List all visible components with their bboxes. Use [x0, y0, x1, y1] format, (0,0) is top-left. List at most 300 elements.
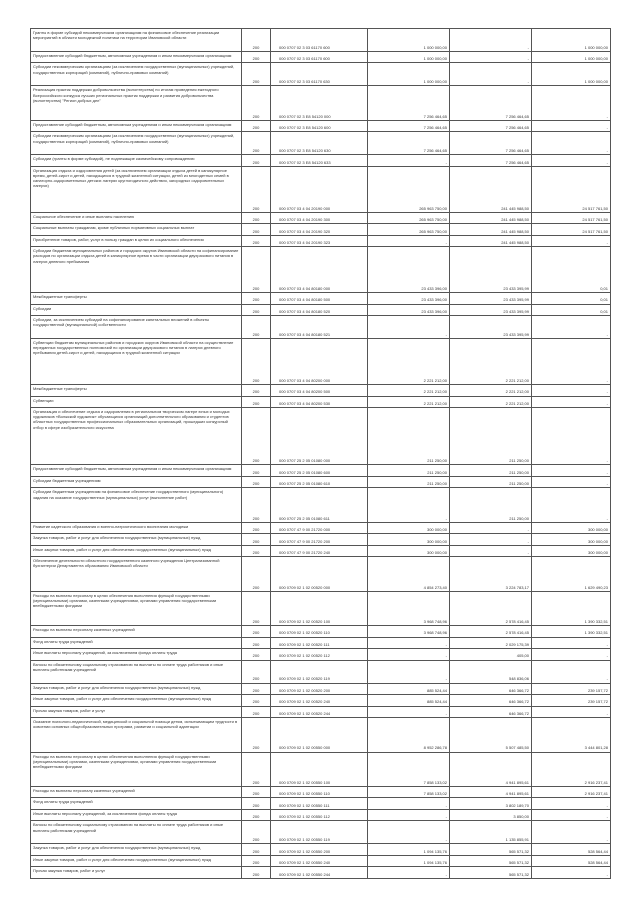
row-approved-amount-cell: 23 433 396,00 — [368, 304, 450, 315]
row-name-cell: Иные закупки товаров, работ и услуг для обеспечения государственных (муниципальных) нужд — [31, 695, 242, 706]
row-line-code-cell: 200 — [242, 844, 271, 855]
row-name-cell: Прочая закупка товаров, работ и услуг — [31, 867, 242, 878]
row-line-code-cell: 200 — [242, 591, 271, 625]
table-row — [31, 798, 611, 809]
row-executed-amount-cell: 7 256 464,65 — [450, 155, 532, 166]
row-name-cell: Оказание психолого-педагогической, медицинской и социальной помощи детям, испытывающим трудности в освоении основных общеобразовательных программ, развитии и социальной адаптации — [31, 718, 242, 752]
table-row — [31, 855, 611, 866]
row-line-code-cell: 200 — [242, 235, 271, 246]
row-executed-amount-cell: 646 366,72 — [450, 683, 532, 694]
row-classification-code-cell: 000 0707 47 9 00 21720 200 — [271, 534, 368, 545]
row-unexecuted-amount-cell: 300 000,00 — [532, 545, 611, 556]
row-classification-code-cell: 000 0709 02 1 02 00550 100 — [271, 752, 368, 786]
row-unexecuted-amount-cell: - — [532, 809, 611, 820]
row-unexecuted-amount-cell: 300 000,00 — [532, 522, 611, 533]
row-unexecuted-amount-cell: 24 517 761,50 — [532, 166, 611, 212]
row-unexecuted-amount-cell: - — [532, 465, 611, 476]
row-line-code-cell: 200 — [242, 476, 271, 487]
row-name-cell: Иные выплаты персоналу учреждений, за исключением фонда оплаты труда — [31, 649, 242, 660]
table-row — [31, 809, 611, 820]
row-executed-amount-cell: 2 029 175,39 — [450, 637, 532, 648]
row-classification-code-cell: 000 0709 02 1 02 00520 200 — [271, 683, 368, 694]
row-unexecuted-amount-cell: 0,01 — [532, 247, 611, 293]
row-name-cell: Фонд оплаты труда учреждений — [31, 798, 242, 809]
table-row — [31, 637, 611, 648]
row-line-code-cell: 200 — [242, 855, 271, 866]
row-classification-code-cell: 000 0707 03 4 04 80180 521 — [271, 316, 368, 339]
row-unexecuted-amount-cell: 0,01 — [532, 293, 611, 304]
row-line-code-cell: 200 — [242, 29, 271, 52]
table-row — [31, 63, 611, 86]
row-executed-amount-cell: 4 941 895,61 — [450, 752, 532, 786]
row-approved-amount-cell: 1 000 000,00 — [368, 51, 450, 62]
row-executed-amount-cell: 2 221 212,00 — [450, 385, 532, 396]
row-name-cell: Иные выплаты персоналу учреждений, за исключением фонда оплаты труда — [31, 809, 242, 820]
row-executed-amount-cell: 2 578 416,45 — [450, 626, 532, 637]
row-line-code-cell: 200 — [242, 120, 271, 131]
row-name-cell: Предоставление субсидий бюджетным, автономным учреждениям и иным некоммерческим организациям — [31, 120, 242, 131]
row-unexecuted-amount-cell: - — [532, 821, 611, 844]
row-name-cell: Субвенции бюджетам муниципальных районов и городских округов Ивановской области на осуществление переданных государственных полномочий по организации двухразового питания в лагерях дневного пребывания детей-сирот и детей, находящихся в трудной жизненной ситуации — [31, 339, 242, 385]
row-name-cell: Предоставление субсидий бюджетным, автономным учреждениям и иным некоммерческим организациям — [31, 465, 242, 476]
row-line-code-cell: 200 — [242, 63, 271, 86]
row-executed-amount-cell: 241 445 988,50 — [450, 166, 532, 212]
table-row — [31, 120, 611, 131]
row-classification-code-cell: 000 0707 03 4 04 20190 300 — [271, 212, 368, 223]
row-line-code-cell: 200 — [242, 488, 271, 522]
row-executed-amount-cell: 646 366,72 — [450, 706, 532, 717]
row-line-code-cell: 200 — [242, 683, 271, 694]
row-line-code-cell: 200 — [242, 809, 271, 820]
row-executed-amount-cell: 2 578 416,45 — [450, 591, 532, 625]
row-approved-amount-cell: 7 858 133,02 — [368, 752, 450, 786]
row-approved-amount-cell: - — [368, 809, 450, 820]
row-approved-amount-cell: 3 968 748,96 — [368, 591, 450, 625]
row-line-code-cell: 200 — [242, 718, 271, 752]
row-classification-code-cell: 000 0707 03 4 04 80180 500 — [271, 293, 368, 304]
row-executed-amount-cell: 405,00 — [450, 649, 532, 660]
row-classification-code-cell: 000 0707 02 3 03 61170 630 — [271, 63, 368, 86]
row-name-cell: Развитие кадетского образования и военно-патриотического воспитания молодежи — [31, 522, 242, 533]
table-row — [31, 51, 611, 62]
row-executed-amount-cell: 211 250,00 — [450, 476, 532, 487]
row-line-code-cell: 200 — [242, 557, 271, 591]
row-unexecuted-amount-cell: 239 157,72 — [532, 695, 611, 706]
row-classification-code-cell: 000 0709 02 1 02 00550 110 — [271, 786, 368, 797]
table-row — [31, 821, 611, 844]
row-executed-amount-cell: 211 250,00 — [450, 465, 532, 476]
row-executed-amount-cell: 4 941 895,61 — [450, 786, 532, 797]
table-row — [31, 155, 611, 166]
row-classification-code-cell: 000 0709 02 1 02 00520 112 — [271, 649, 368, 660]
row-unexecuted-amount-cell: - — [532, 235, 611, 246]
row-classification-code-cell: 000 0707 02 3 E8 54120 000 — [271, 86, 368, 120]
row-approved-amount-cell: 1 094 135,76 — [368, 855, 450, 866]
row-name-cell: Расходы на выплаты персоналу в целях обеспечения выполнения функций государственными (муниципальными) органами, казенными учреждениями, органами управления государственными внебюджетными фондами — [31, 591, 242, 625]
row-executed-amount-cell: 3 802 189,70 — [450, 798, 532, 809]
row-line-code-cell: 200 — [242, 339, 271, 385]
row-line-code-cell: 200 — [242, 385, 271, 396]
row-unexecuted-amount-cell: 2 916 237,41 — [532, 752, 611, 786]
row-line-code-cell: 200 — [242, 821, 271, 844]
row-executed-amount-cell: 2 221 212,00 — [450, 396, 532, 407]
row-line-code-cell: 200 — [242, 132, 271, 155]
row-approved-amount-cell: 4 854 273,40 — [368, 557, 450, 591]
table-row — [31, 695, 611, 706]
row-unexecuted-amount-cell: 300 000,00 — [532, 534, 611, 545]
table-row — [31, 649, 611, 660]
row-executed-amount-cell: 565 571,32 — [450, 844, 532, 855]
row-unexecuted-amount-cell: 24 517 761,50 — [532, 224, 611, 235]
row-approved-amount-cell: 7 256 464,65 — [368, 120, 450, 131]
row-line-code-cell: 200 — [242, 752, 271, 786]
row-unexecuted-amount-cell: - — [532, 132, 611, 155]
row-approved-amount-cell: 23 433 396,00 — [368, 293, 450, 304]
row-line-code-cell: 200 — [242, 867, 271, 878]
row-line-code-cell: 200 — [242, 316, 271, 339]
row-line-code-cell: 200 — [242, 86, 271, 120]
row-executed-amount-cell: 241 445 988,50 — [450, 235, 532, 246]
row-name-cell: Субсидии бюджетам муниципальных районов и городских округов Ивановской области на софинансирование расходов по организации отдыха детей в каникулярное время в части организации двухразового питания в лагерях дневного пребывания — [31, 247, 242, 293]
table-row — [31, 522, 611, 533]
row-classification-code-cell: 000 0709 02 1 02 00520 240 — [271, 695, 368, 706]
row-executed-amount-cell: 23 433 395,99 — [450, 247, 532, 293]
row-classification-code-cell: 000 0707 03 4 04 20190 000 — [271, 166, 368, 212]
row-line-code-cell: 200 — [242, 637, 271, 648]
table-row — [31, 844, 611, 855]
table-row — [31, 396, 611, 407]
row-name-cell: Реализация практик поддержки добровольчества (волонтерства) по итогам проведения ежегодного Всероссийского конкурса лучших региональных практик поддержки и развития добровольчества (волонтерства) "Регион добрых дел" — [31, 86, 242, 120]
row-unexecuted-amount-cell: 1 390 332,51 — [532, 591, 611, 625]
table-row — [31, 545, 611, 556]
row-approved-amount-cell: 211 250,00 — [368, 407, 450, 464]
row-approved-amount-cell: - — [368, 155, 450, 166]
row-line-code-cell: 200 — [242, 626, 271, 637]
row-unexecuted-amount-cell: 528 564,44 — [532, 844, 611, 855]
row-approved-amount-cell: 265 963 750,00 — [368, 224, 450, 235]
row-classification-code-cell: 000 0707 25 2 05 01080 000 — [271, 407, 368, 464]
row-name-cell: Субсидии некоммерческим организациям (за исключением государственных (муниципальных) учреждений, государственных корпораций (компаний), публично-правовых компаний) — [31, 132, 242, 155]
row-executed-amount-cell: 565 571,32 — [450, 867, 532, 878]
row-approved-amount-cell: 7 858 133,02 — [368, 786, 450, 797]
table-row — [31, 683, 611, 694]
table-row — [31, 718, 611, 752]
row-name-cell: Организация и обеспечение отдыха и оздоровления в региональном творческом лагере юных и молодых художников «Волжский художник» обучающихся организаций дополнительного образования и студентов областных государственных профессиональных образовательных организаций, прошедших конкурсный отбор в сфере изобразительного искусства — [31, 407, 242, 464]
row-name-cell: Иные закупки товаров, работ и услуг для обеспечения государственных (муниципальных) нужд — [31, 545, 242, 556]
row-name-cell: Закупка товаров, работ и услуг для обеспечения государственных (муниципальных) нужд — [31, 683, 242, 694]
row-unexecuted-amount-cell: 24 517 761,50 — [532, 212, 611, 223]
table-body — [31, 29, 611, 879]
row-approved-amount-cell: 7 256 464,65 — [368, 132, 450, 155]
row-classification-code-cell: 000 0709 02 1 02 00520 244 — [271, 706, 368, 717]
row-name-cell: Фонд оплаты труда учреждений — [31, 637, 242, 648]
row-classification-code-cell: 000 0707 02 3 03 61170 600 — [271, 51, 368, 62]
row-approved-amount-cell: 265 963 750,00 — [368, 212, 450, 223]
row-executed-amount-cell: - — [450, 51, 532, 62]
row-approved-amount-cell: - — [368, 660, 450, 683]
row-name-cell: Субсидии бюджетным учреждениям на финансовое обеспечение государственного (муниципального) задания на оказание государственных (муниципальных) услуг (выполнение работ) — [31, 488, 242, 522]
row-unexecuted-amount-cell: 528 564,44 — [532, 855, 611, 866]
row-classification-code-cell: 000 0709 02 1 02 00550 240 — [271, 855, 368, 866]
table-row — [31, 752, 611, 786]
table-row — [31, 166, 611, 212]
row-name-cell: Расходы на выплаты персоналу в целях обеспечения выполнения функций государственными (муниципальными) органами, казенными учреждениями, органами управления государственными внебюджетными фондами — [31, 752, 242, 786]
row-unexecuted-amount-cell: - — [532, 649, 611, 660]
row-line-code-cell: 200 — [242, 155, 271, 166]
row-executed-amount-cell: 2 221 212,00 — [450, 339, 532, 385]
row-executed-amount-cell: 7 256 464,65 — [450, 86, 532, 120]
table-row — [31, 534, 611, 545]
row-classification-code-cell: 000 0709 02 1 02 00550 000 — [271, 718, 368, 752]
row-approved-amount-cell: 300 000,00 — [368, 545, 450, 556]
row-approved-amount-cell: 2 221 212,00 — [368, 396, 450, 407]
row-classification-code-cell: 000 0709 02 1 02 00550 200 — [271, 844, 368, 855]
table-row — [31, 293, 611, 304]
row-name-cell: Приобретение товаров, работ, услуг в пользу граждан в целях их социального обеспечения — [31, 235, 242, 246]
row-line-code-cell: 200 — [242, 396, 271, 407]
table-row — [31, 304, 611, 315]
row-classification-code-cell: 000 0707 02 3 E8 54120 633 — [271, 155, 368, 166]
row-executed-amount-cell: - — [450, 545, 532, 556]
table-row — [31, 660, 611, 683]
row-unexecuted-amount-cell: - — [532, 316, 611, 339]
row-unexecuted-amount-cell: - — [532, 660, 611, 683]
table-row — [31, 316, 611, 339]
row-unexecuted-amount-cell: - — [532, 798, 611, 809]
row-approved-amount-cell: 1 000 000,00 — [368, 63, 450, 86]
row-classification-code-cell: 000 0707 03 4 04 20190 323 — [271, 235, 368, 246]
row-classification-code-cell: 000 0709 02 1 02 00550 119 — [271, 821, 368, 844]
row-name-cell: Субсидии (гранты в форме субсидий), не подлежащие казначейскому сопровождению — [31, 155, 242, 166]
row-line-code-cell: 200 — [242, 407, 271, 464]
row-line-code-cell: 200 — [242, 212, 271, 223]
row-line-code-cell: 200 — [242, 545, 271, 556]
table-row — [31, 247, 611, 293]
row-name-cell: Субсидии бюджетным учреждениям — [31, 476, 242, 487]
row-executed-amount-cell: - — [450, 29, 532, 52]
budget-report-page — [30, 28, 610, 878]
row-unexecuted-amount-cell: - — [532, 637, 611, 648]
table-row — [31, 557, 611, 591]
row-unexecuted-amount-cell: 0,01 — [532, 304, 611, 315]
table-row — [31, 476, 611, 487]
row-approved-amount-cell: 300 000,00 — [368, 522, 450, 533]
row-line-code-cell: 200 — [242, 706, 271, 717]
row-classification-code-cell: 000 0707 47 9 00 21720 240 — [271, 545, 368, 556]
table-row — [31, 591, 611, 625]
row-name-cell: Предоставление субсидий бюджетным, автономным учреждениям и иным некоммерческим организациям — [31, 51, 242, 62]
row-approved-amount-cell: 8 952 286,78 — [368, 718, 450, 752]
row-executed-amount-cell: 241 445 988,50 — [450, 224, 532, 235]
row-classification-code-cell: 000 0709 02 1 02 00520 000 — [271, 557, 368, 591]
row-classification-code-cell: 000 0707 03 4 04 80180 000 — [271, 247, 368, 293]
row-approved-amount-cell: 1 094 135,76 — [368, 844, 450, 855]
row-approved-amount-cell: 885 524,44 — [368, 683, 450, 694]
row-unexecuted-amount-cell: 1 000 000,00 — [532, 51, 611, 62]
row-classification-code-cell: 000 0707 25 2 05 01080 610 — [271, 476, 368, 487]
row-approved-amount-cell: - — [368, 649, 450, 660]
row-classification-code-cell: 000 0707 25 2 05 01080 611 — [271, 488, 368, 522]
row-name-cell: Организация отдыха и оздоровления детей (за исключением организации отдыха детей в каникулярное время, детей-сирот и детей, находящихся в трудной жизненной ситуации, детей из многодетных семей в санаторно-оздоровительных детских лагерях круглогодичного действия, загородных оздоровительных лагерях) — [31, 166, 242, 212]
row-line-code-cell: 200 — [242, 224, 271, 235]
table-row — [31, 465, 611, 476]
row-line-code-cell: 200 — [242, 798, 271, 809]
row-unexecuted-amount-cell: - — [532, 706, 611, 717]
row-executed-amount-cell: 5 507 485,50 — [450, 718, 532, 752]
row-approved-amount-cell: 1 000 000,00 — [368, 29, 450, 52]
row-approved-amount-cell: - — [368, 798, 450, 809]
row-approved-amount-cell: 2 221 212,00 — [368, 339, 450, 385]
row-classification-code-cell: 000 0709 02 1 02 00520 111 — [271, 637, 368, 648]
row-name-cell: Субсидии — [31, 304, 242, 315]
row-name-cell: Обеспечение деятельности областного государственного казенного учреждения Централизованной бухгалтерии Департамента образования Ивановской области — [31, 557, 242, 591]
row-executed-amount-cell: 548 836,06 — [450, 660, 532, 683]
row-unexecuted-amount-cell: 1 000 000,00 — [532, 29, 611, 52]
row-name-cell: Расходы на выплаты персоналу казенных учреждений — [31, 626, 242, 637]
row-executed-amount-cell: 23 433 395,99 — [450, 316, 532, 339]
row-executed-amount-cell: 3 850,00 — [450, 809, 532, 820]
row-approved-amount-cell: - — [368, 235, 450, 246]
row-name-cell: Социальное обеспечение и иные выплаты населению — [31, 212, 242, 223]
row-name-cell: Гранты в форме субсидий некоммерческим организациям на финансовое обеспечение реализации мероприятий в области молодежной политики на территории Ивановской области — [31, 29, 242, 52]
row-executed-amount-cell: - — [450, 522, 532, 533]
row-unexecuted-amount-cell: - — [532, 86, 611, 120]
row-executed-amount-cell: 241 445 988,50 — [450, 212, 532, 223]
row-unexecuted-amount-cell: - — [532, 120, 611, 131]
row-classification-code-cell: 000 0707 03 4 04 80180 520 — [271, 304, 368, 315]
table-row — [31, 407, 611, 464]
row-name-cell: Взносы по обязательному социальному страхованию на выплаты по оплате труда работников и иные выплаты работникам учреждений — [31, 821, 242, 844]
row-executed-amount-cell: 211 250,00 — [450, 407, 532, 464]
row-unexecuted-amount-cell: - — [532, 407, 611, 464]
row-approved-amount-cell: - — [368, 706, 450, 717]
row-classification-code-cell: 000 0707 03 4 04 20190 320 — [271, 224, 368, 235]
table-row — [31, 786, 611, 797]
table-row — [31, 339, 611, 385]
row-classification-code-cell: 000 0707 02 3 03 61170 600 — [271, 29, 368, 52]
row-approved-amount-cell: - — [368, 867, 450, 878]
row-approved-amount-cell: 7 256 464,65 — [368, 86, 450, 120]
row-name-cell: Субсидии некоммерческим организациям (за исключением государственных (муниципальных) учреждений, государственных корпораций (компаний), публично-правовых компаний) — [31, 63, 242, 86]
row-approved-amount-cell: 265 963 750,00 — [368, 166, 450, 212]
row-name-cell: Прочая закупка товаров, работ и услуг — [31, 706, 242, 717]
row-classification-code-cell: 000 0707 03 4 04 80200 000 — [271, 339, 368, 385]
row-approved-amount-cell: 300 000,00 — [368, 534, 450, 545]
table-row — [31, 224, 611, 235]
row-unexecuted-amount-cell: 3 444 801,28 — [532, 718, 611, 752]
row-classification-code-cell: 000 0709 02 1 02 00550 112 — [271, 809, 368, 820]
row-line-code-cell: 200 — [242, 649, 271, 660]
row-line-code-cell: 200 — [242, 166, 271, 212]
row-name-cell: Иные закупки товаров, работ и услуг для обеспечения государственных (муниципальных) нужд — [31, 855, 242, 866]
row-approved-amount-cell: - — [368, 637, 450, 648]
row-unexecuted-amount-cell: 1 629 490,23 — [532, 557, 611, 591]
row-executed-amount-cell: 1 135 855,91 — [450, 821, 532, 844]
row-classification-code-cell: 000 0707 03 4 04 80200 530 — [271, 396, 368, 407]
row-approved-amount-cell: 211 250,00 — [368, 476, 450, 487]
table-row — [31, 626, 611, 637]
row-classification-code-cell: 000 0707 02 3 E8 54120 600 — [271, 120, 368, 131]
row-line-code-cell: 200 — [242, 51, 271, 62]
row-executed-amount-cell: 23 433 395,99 — [450, 304, 532, 315]
row-executed-amount-cell: - — [450, 63, 532, 86]
row-line-code-cell: 200 — [242, 522, 271, 533]
row-unexecuted-amount-cell: 239 157,72 — [532, 683, 611, 694]
row-approved-amount-cell: 211 250,00 — [368, 465, 450, 476]
table-row — [31, 212, 611, 223]
row-executed-amount-cell: 646 366,72 — [450, 695, 532, 706]
table-row — [31, 385, 611, 396]
row-executed-amount-cell: - — [450, 534, 532, 545]
row-unexecuted-amount-cell: - — [532, 385, 611, 396]
row-unexecuted-amount-cell: 1 390 332,51 — [532, 626, 611, 637]
row-approved-amount-cell: 2 221 212,00 — [368, 385, 450, 396]
table-row — [31, 86, 611, 120]
row-classification-code-cell: 000 0709 02 1 02 00520 119 — [271, 660, 368, 683]
row-classification-code-cell: 000 0707 25 2 05 01080 600 — [271, 465, 368, 476]
table-row — [31, 132, 611, 155]
row-name-cell: Закупка товаров, работ и услуг для обеспечения государственных (муниципальных) нужд — [31, 844, 242, 855]
row-classification-code-cell: 000 0709 02 1 02 00550 111 — [271, 798, 368, 809]
row-line-code-cell: 200 — [242, 293, 271, 304]
table-row — [31, 29, 611, 52]
row-classification-code-cell: 000 0709 02 1 02 00550 244 — [271, 867, 368, 878]
budget-execution-table — [30, 28, 611, 879]
row-approved-amount-cell: 885 524,44 — [368, 695, 450, 706]
row-classification-code-cell: 000 0707 02 3 E8 54120 630 — [271, 132, 368, 155]
table-row — [31, 706, 611, 717]
table-row — [31, 867, 611, 878]
table-row — [31, 488, 611, 522]
row-executed-amount-cell: 23 433 395,99 — [450, 293, 532, 304]
row-classification-code-cell: 000 0707 03 4 04 80200 500 — [271, 385, 368, 396]
row-classification-code-cell: 000 0709 02 1 02 00520 100 — [271, 591, 368, 625]
row-name-cell: Закупка товаров, работ и услуг для обеспечения государственных (муниципальных) нужд — [31, 534, 242, 545]
row-name-cell: Межбюджетные трансферты — [31, 293, 242, 304]
row-classification-code-cell: 000 0707 47 9 00 21720 000 — [271, 522, 368, 533]
row-executed-amount-cell: 7 256 464,65 — [450, 120, 532, 131]
row-line-code-cell: 200 — [242, 465, 271, 476]
row-unexecuted-amount-cell: 2 916 237,41 — [532, 786, 611, 797]
row-classification-code-cell: 000 0709 02 1 02 00520 110 — [271, 626, 368, 637]
row-name-cell: Расходы на выплаты персоналу казенных учреждений — [31, 786, 242, 797]
row-line-code-cell: 200 — [242, 247, 271, 293]
row-line-code-cell: 200 — [242, 695, 271, 706]
row-line-code-cell: 200 — [242, 660, 271, 683]
row-line-code-cell: 200 — [242, 786, 271, 797]
row-approved-amount-cell: 3 968 748,96 — [368, 626, 450, 637]
row-name-cell: Субсидии, за исключением субсидий на софинансирование капитальных вложений в объекты государственной (муниципальной) собственности — [31, 316, 242, 339]
row-name-cell: Взносы по обязательному социальному страхованию на выплаты по оплате труда работников и иные выплаты работникам учреждений — [31, 660, 242, 683]
row-unexecuted-amount-cell: - — [532, 867, 611, 878]
row-executed-amount-cell: 7 256 464,65 — [450, 132, 532, 155]
row-unexecuted-amount-cell: - — [532, 339, 611, 385]
row-approved-amount-cell: - — [368, 316, 450, 339]
row-name-cell: Межбюджетные трансферты — [31, 385, 242, 396]
table-row — [31, 235, 611, 246]
row-line-code-cell: 200 — [242, 304, 271, 315]
row-approved-amount-cell: 23 433 396,00 — [368, 247, 450, 293]
row-unexecuted-amount-cell: - — [532, 396, 611, 407]
row-executed-amount-cell: 3 224 783,17 — [450, 557, 532, 591]
row-approved-amount-cell: - — [368, 488, 450, 522]
row-name-cell: Субвенции — [31, 396, 242, 407]
row-name-cell: Социальные выплаты гражданам, кроме публичных нормативных социальных выплат — [31, 224, 242, 235]
row-line-code-cell: 200 — [242, 534, 271, 545]
row-unexecuted-amount-cell: - — [532, 155, 611, 166]
row-executed-amount-cell: 211 250,00 — [450, 488, 532, 522]
row-unexecuted-amount-cell: 1 000 000,00 — [532, 63, 611, 86]
